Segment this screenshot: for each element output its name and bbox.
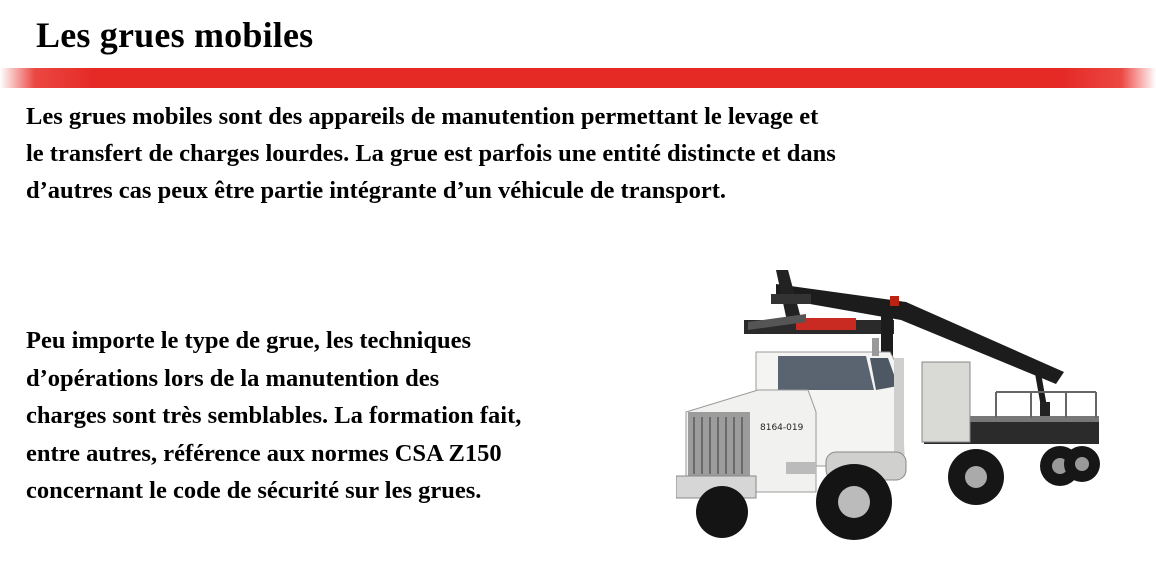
slide-title: Les grues mobiles: [36, 15, 314, 55]
truck-number-plate: 8164-019: [760, 423, 804, 433]
detail-line: Peu importe le type de grue, les techniques: [26, 327, 472, 354]
detail-line: concernant le code de sécurité sur les grues.: [26, 477, 482, 504]
truck-hood: [676, 390, 816, 498]
title-underline-bar: [0, 68, 1156, 88]
detail-line: charges sont très semblables. La formation fait,: [26, 402, 522, 429]
flatbed: [922, 362, 1099, 444]
detail-line: d’opérations lors de la manutention des: [26, 364, 440, 392]
boom-truck-photo: [676, 262, 1106, 547]
detail-paragraph: [26, 322, 676, 510]
intro-line: le transfert de charges lourdes. La grue est parfois une entité distincte et dans: [26, 140, 836, 167]
intro-paragraph: [26, 98, 1126, 209]
intro-line: d’autres cas peux être partie intégrante d’un véhicule de transport.: [26, 177, 726, 204]
intro-line: Les grues mobiles sont des appareils de manutention permettant le levage et: [26, 103, 819, 130]
detail-line: entre autres, référence aux normes CSA Z150: [26, 439, 502, 467]
